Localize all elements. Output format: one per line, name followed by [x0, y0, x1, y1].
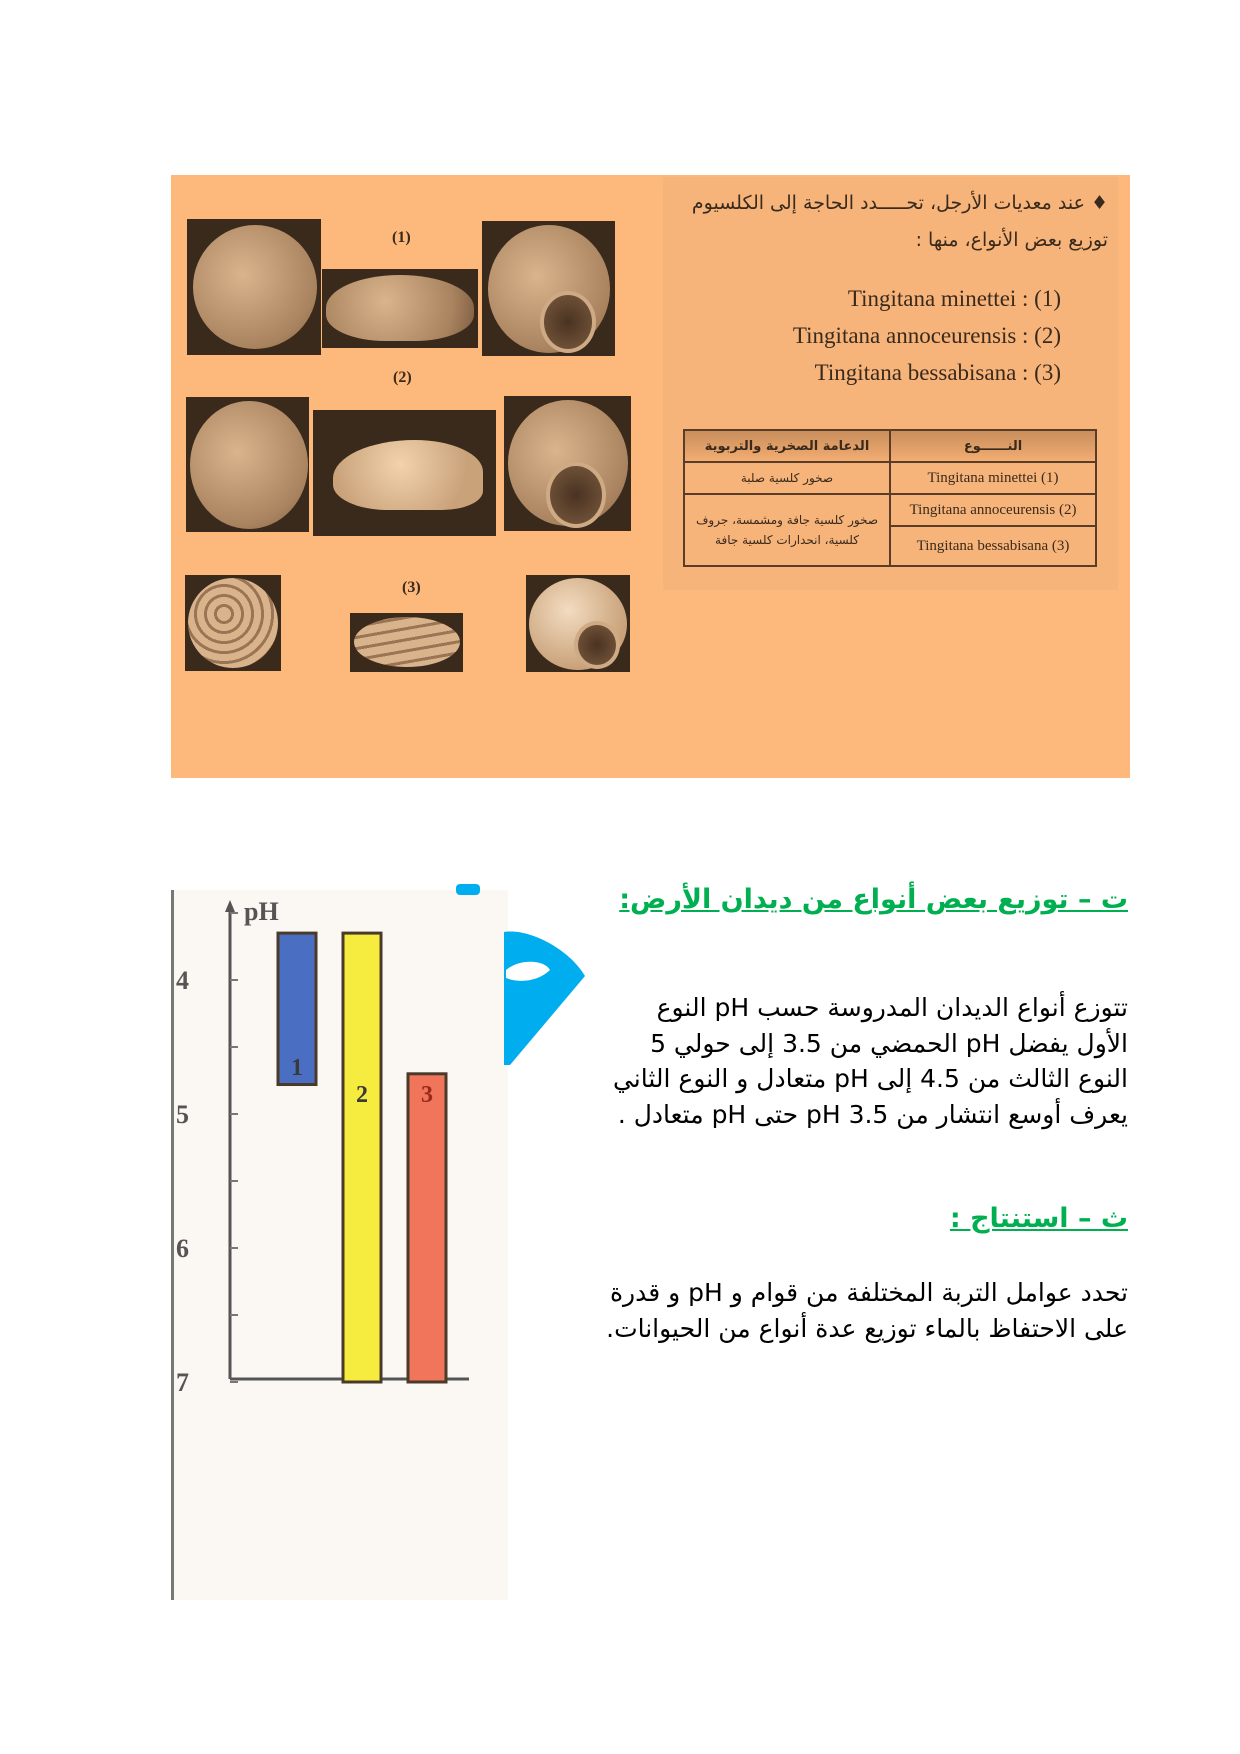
photo-label-1: (1) [392, 229, 411, 246]
ph-range-bar-3 [408, 1074, 446, 1382]
y-tick-label: 4 [176, 966, 189, 995]
snail-1-top-view [187, 219, 321, 355]
species-item-2: Tingitana annoceurensis : (2) [792, 323, 1061, 348]
species-substrate-table [683, 429, 1097, 567]
intro-line-1: ♦ عند معديات الأرجل، تحـــــدد الحاجة إلى الكلسيوم [691, 192, 1108, 214]
ph-range-bar-2 [343, 933, 381, 1382]
photo-label-2: (2) [393, 369, 412, 386]
section-t-heading: ت – توزيع بعض أنواع من ديدان الأرض: [619, 884, 1128, 915]
snail-3-aperture-view [526, 575, 630, 672]
photo-label-3: (3) [402, 579, 421, 596]
species-description-panel [663, 177, 1118, 590]
paragraph-line: تتوزع أنواع الديدان المدروسة حسب pH النوع [656, 993, 1128, 1022]
table-header-row [684, 430, 1096, 462]
conclusion-paragraph [606, 1275, 1128, 1346]
bar-label-1: 1 [291, 1055, 303, 1082]
species-cell: Tingitana bessabisana (3) [890, 526, 1096, 566]
snail-1-aperture-view [482, 221, 615, 356]
y-tick-label: 5 [176, 1100, 189, 1129]
paragraph-line: النوع الثالث من 4.5 إلى pH متعادل و النوع الثاني [612, 1064, 1128, 1093]
paragraph-line: يعرف أوسع انتشار من pH 3.5 حتى pH متعادل . [617, 1099, 1128, 1129]
table-row [684, 494, 1096, 526]
y-axis-arrow [225, 900, 235, 912]
section-t-paragraph [613, 990, 1128, 1132]
header-substrate: الدعامة الصخرية والتربوية [684, 430, 890, 462]
substrate-cell: صخور كلسية جافة ومشمسة، جروف كلسية، انحدارات كلسية جافة [684, 494, 890, 566]
header-species: النــــــوع [890, 430, 1096, 462]
blue-dash-mark [456, 884, 480, 895]
substrate-cell: صخور كلسية صلبة [684, 462, 890, 494]
snail-figure [171, 175, 1130, 778]
species-item-3: Tingitana bessabisana : (3) [814, 360, 1061, 385]
bar-label-2: 2 [356, 1081, 368, 1108]
snail-2-top-view [186, 397, 309, 532]
y-tick-label: 6 [176, 1234, 189, 1263]
bar-label-3: 3 [421, 1081, 433, 1108]
section-th-heading: ث – استنتاج : [949, 1203, 1128, 1234]
paragraph-line: تحدد عوامل التربة المختلفة من قوام و pH و قدرة [609, 1278, 1128, 1307]
species-cell: Tingitana annoceurensis (2) [890, 494, 1096, 526]
paragraph-line: الأول يفضل pH الحمضي من 3.5 إلى حولي 5 [650, 1028, 1128, 1058]
snail-2-side-view [313, 410, 496, 536]
blue-logo-fragment-icon [450, 880, 590, 1070]
snail-2-aperture-view [504, 396, 631, 531]
paragraph-line: على الاحتفاظ بالماء توزيع عدة أنواع من الحيوانات. [606, 1313, 1128, 1343]
snail-3-top-view [185, 575, 281, 671]
y-tick-label: 7 [176, 1368, 189, 1397]
snail-3-side-view [350, 613, 463, 672]
y-axis-label: pH [244, 897, 279, 926]
species-cell: Tingitana minettei (1) [890, 462, 1096, 494]
intro-line-2: توزيع بعض الأنواع، منها : [915, 229, 1108, 251]
table-row [684, 462, 1096, 494]
species-item-1: Tingitana minettei : (1) [847, 286, 1061, 311]
snail-1-side-view [322, 269, 478, 348]
